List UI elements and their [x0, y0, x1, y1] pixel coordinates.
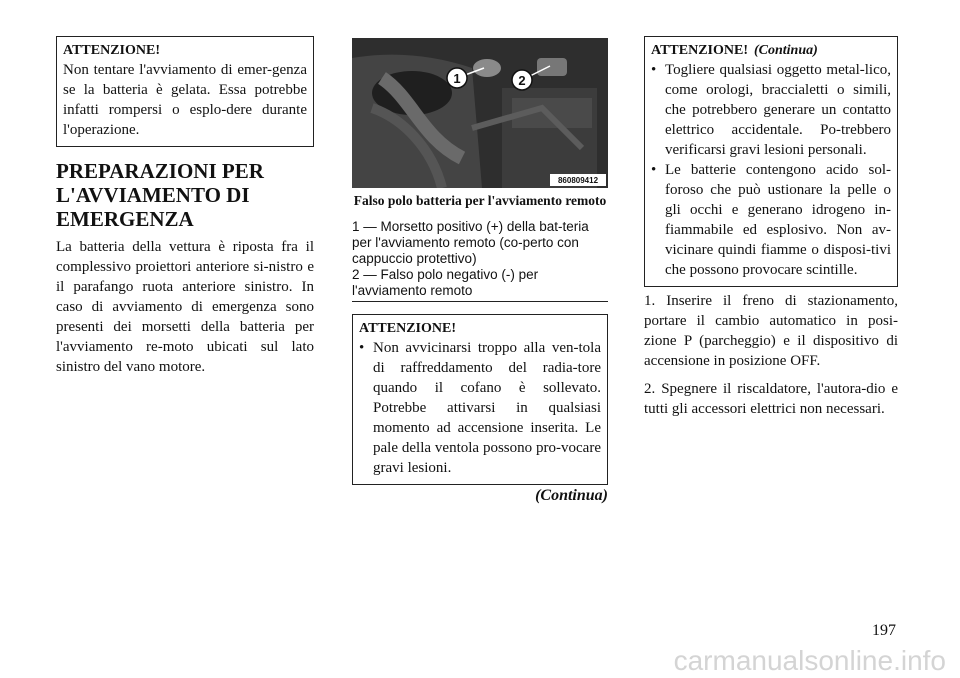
- figure-legend: [352, 219, 608, 302]
- section-heading: PREPARAZIONI PER L'AVVIAMENTO DI EMERGENZA: [56, 159, 264, 231]
- warning-item: • Non avvicinarsi troppo alla ven-tola di raffreddamento del radia-tore quando il cofano è sollevato. Potrebbe attivarsi in qualsiasi momento ad accensione inserita. Le pale della ventola possono pro-vocare gravi lesioni.: [359, 338, 601, 478]
- warning-list: [651, 60, 891, 280]
- figure-caption: Falso polo batteria per l'avviamento remoto: [353, 193, 607, 208]
- legend-item-1: 1 — Morsetto positivo (+) della bat-teria per l'avviamento remoto (co-perto con cappuccio protettivo): [352, 219, 589, 266]
- column-right: [644, 36, 898, 427]
- engine-bay-photo: [352, 38, 608, 188]
- column-middle: [352, 38, 608, 505]
- warning-continued: (Continua): [753, 43, 818, 58]
- warning-item-acid: • Le batterie contengono acido sol-foroso che può ustionare la pelle o gli occhi e generano idrogeno in-fiammabile ed esplosivo. Non av-vicinare quindi fiamme o disposi-tivi che possono provocare scintille.: [651, 160, 891, 280]
- warning-title: ATTENZIONE!: [359, 321, 456, 336]
- warning-box-continued: [644, 36, 898, 287]
- warning-list: [359, 338, 601, 478]
- warning-title: ATTENZIONE!: [63, 43, 160, 58]
- step-1: 1. Inserire il freno di stazionamento, portare il cambio automatico in posi-zione P (parcheggio) e il dispositivo di accensione in posizione OFF.: [644, 293, 898, 369]
- watermark: carmanualsonline.info: [673, 645, 946, 676]
- section-paragraph: La batteria della vettura è riposta fra il complessivo proiettori anteriore si-nistro e il parafango ruota anteriore sinistro. In caso di avviamento di emergenza sono presenti dei morsetti della batteria per l'avviamento re-moto ubicati sul lato sinistro del vano motore.: [56, 239, 314, 375]
- warning-title-text: ATTENZIONE!: [651, 43, 748, 58]
- callout-2-label: 2: [518, 73, 526, 88]
- warning-box-fan: [352, 314, 608, 485]
- step-2: 2. Spegnere il riscaldatore, l'autora-dio e tutti gli accessori elettrici non necessari.: [644, 381, 898, 417]
- figure-code: 860809412: [557, 176, 599, 185]
- legend-item-2: 2 — Falso polo negativo (-) per l'avviamento remoto: [352, 267, 539, 298]
- warning-text: Non tentare l'avviamento di emer-genza se la batteria è gelata. Essa potrebbe infatti rompersi o esplo-dere durante l'operazione.: [63, 62, 307, 138]
- continued-label: (Continua): [535, 487, 608, 504]
- column-left: [56, 36, 314, 377]
- warning-box-frozen-battery: [56, 36, 314, 147]
- callout-1-label: 1: [453, 71, 461, 86]
- warning-item-metal: • Togliere qualsiasi oggetto metal-lico, come orologi, braccialetti o simili, che potrebbero generare un contatto elettrico accidentale. Po-trebbero verificarsi gravi lesioni personali.: [651, 60, 891, 160]
- engine-bay-illustration: [352, 38, 608, 188]
- page-number: 197: [872, 622, 896, 639]
- warning-title: [651, 41, 891, 60]
